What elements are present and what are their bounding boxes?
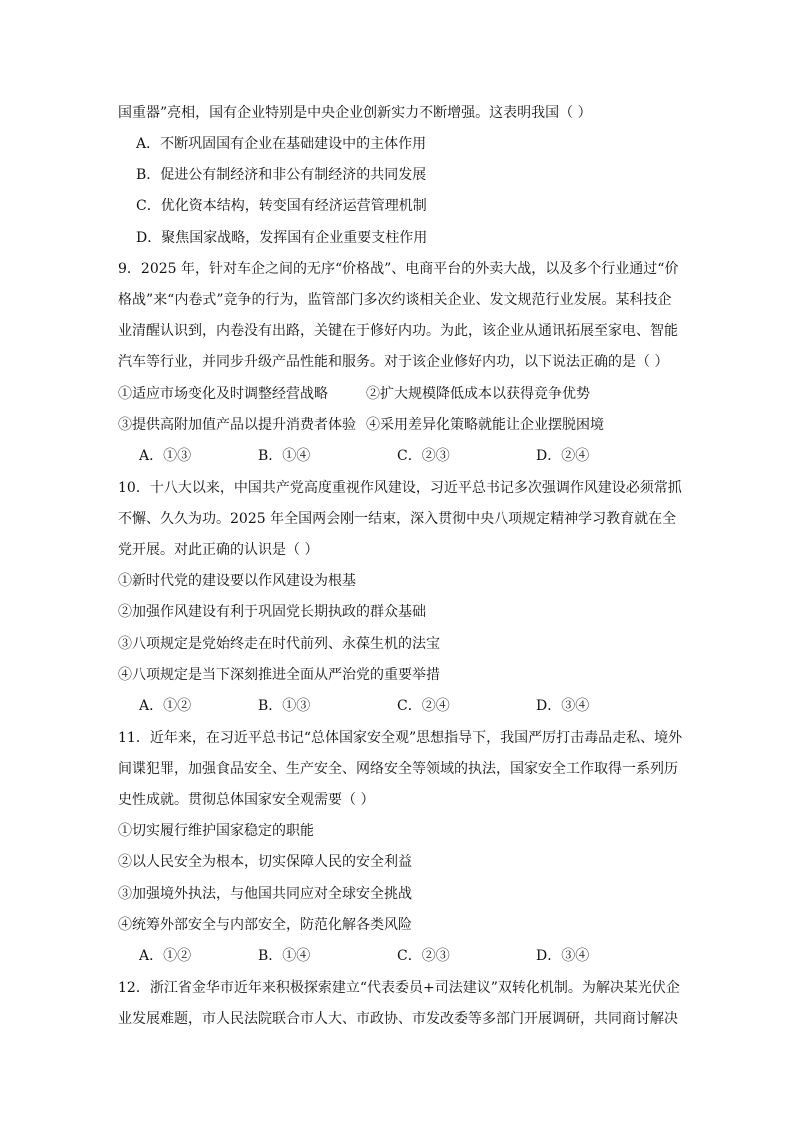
q8-option-b: B．促进公有制经济和非公有制经济的共同发展 <box>136 167 427 183</box>
q9-stem-line-3: 业清醒认识到，内卷没有出路，关键在于修好内功。为此，该企业从通讯拓展至家电、智能 <box>118 323 678 339</box>
q10-stem-line-1: 10．十八大以来，中国共产党高度重视作风建设，习近平总书记多次强调作风建设必须常抓 <box>118 480 682 496</box>
q10-statement-4: ④八项规定是当下深刻推进全面从严治党的重要举措 <box>118 667 440 683</box>
q9-stem-line-1: 9．2025 年，针对车企之间的无序“价格战”、电商平台的外卖大战，以及多个行业通过“价 <box>118 261 679 277</box>
q9-stem-line-2: 格战”来“内卷式”竞争的行为，监管部门多次约谈相关企业、发文规范行业发展。某科技企 <box>118 292 672 308</box>
q11-stem-line-1: 11．近年来，在习近平总书记“总体国家安全观”思想指导下，我国严厉打击毒品走私、境外 <box>118 730 683 746</box>
q12-stem-line-2: 业发展难题，市人民法院联合市人大、市政协、市发改委等多部门开展调研，共同商讨解决 <box>118 1011 678 1027</box>
q9-choice-a: A．①③ <box>139 448 192 464</box>
q9-statement-2: ②扩大规模降低成本以获得竞争优势 <box>366 386 590 402</box>
q8-option-c: C．优化资本结构，转变国有经济运营管理机制 <box>136 198 427 214</box>
q10-stem-line-3: 党开展。对此正确的认识是（ ） <box>118 542 319 558</box>
q9-choice-d: D．②④ <box>536 448 590 464</box>
q8-option-d: D．聚焦国家战略，发挥国有企业重要支柱作用 <box>136 230 428 246</box>
q9-statement-4: ④采用差异化策略就能让企业摆脱困境 <box>366 417 604 433</box>
q10-choice-a: A．①② <box>139 698 192 714</box>
q11-statement-3: ③加强境外执法，与他国共同应对全球安全挑战 <box>118 886 412 902</box>
q11-statement-2: ②以人民安全为根本，切实保障人民的安全利益 <box>118 854 412 870</box>
q11-choice-b: B．①④ <box>258 948 311 964</box>
q11-stem-line-2: 间谍犯罪，加强食品安全、生产安全、网络安全等领域的执法，国家安全工作取得一系列历 <box>118 761 678 777</box>
q9-choice-c: C．②③ <box>397 448 450 464</box>
q9-choice-b: B．①④ <box>258 448 311 464</box>
q11-stem-line-3: 史性成就。贯彻总体国家安全观需要（ ） <box>118 792 375 808</box>
q10-stem-line-2: 不懈、久久为功。2025 年全国两会刚一结束，深入贯彻中央八项规定精神学习教育就在全 <box>118 511 677 527</box>
q11-statement-1: ①切实履行维护国家稳定的职能 <box>118 823 314 839</box>
q11-choice-d: D．③④ <box>536 948 590 964</box>
q11-choice-a: A．①② <box>139 948 192 964</box>
q11-choice-c: C．②③ <box>397 948 450 964</box>
q10-choice-d: D．③④ <box>536 698 590 714</box>
q11-statement-4: ④统筹外部安全与内部安全，防范化解各类风险 <box>118 917 412 933</box>
q9-stem-line-4: 汽车等行业，并同步升级产品性能和服务。对于该企业修好内功，以下说法正确的是（ ） <box>118 354 669 370</box>
q10-choice-c: C．②④ <box>397 698 450 714</box>
q8-stem-tail: 国重器”亮相，国有企业特别是中央企业创新实力不断增强。这表明我国（ ） <box>118 105 592 121</box>
q10-statement-2: ②加强作风建设有利于巩固党长期执政的群众基础 <box>118 604 426 620</box>
q10-statement-1: ①新时代党的建设要以作风建设为根基 <box>118 573 356 589</box>
q9-statement-3: ③提供高附加值产品以提升消费者体验 <box>118 417 356 433</box>
q10-statement-3: ③八项规定是党始终走在时代前列、永葆生机的法宝 <box>118 636 440 652</box>
q9-statement-1: ①适应市场变化及时调整经营战略 <box>118 386 328 402</box>
q10-choice-b: B．①③ <box>258 698 311 714</box>
q12-stem-line-1: 12．浙江省金华市近年来积极探索建立“代表委员+司法建议”双转化机制。为解决某光伏企 <box>118 980 680 996</box>
q8-option-a: A．不断巩固国有企业在基础建设中的主体作用 <box>136 136 427 152</box>
